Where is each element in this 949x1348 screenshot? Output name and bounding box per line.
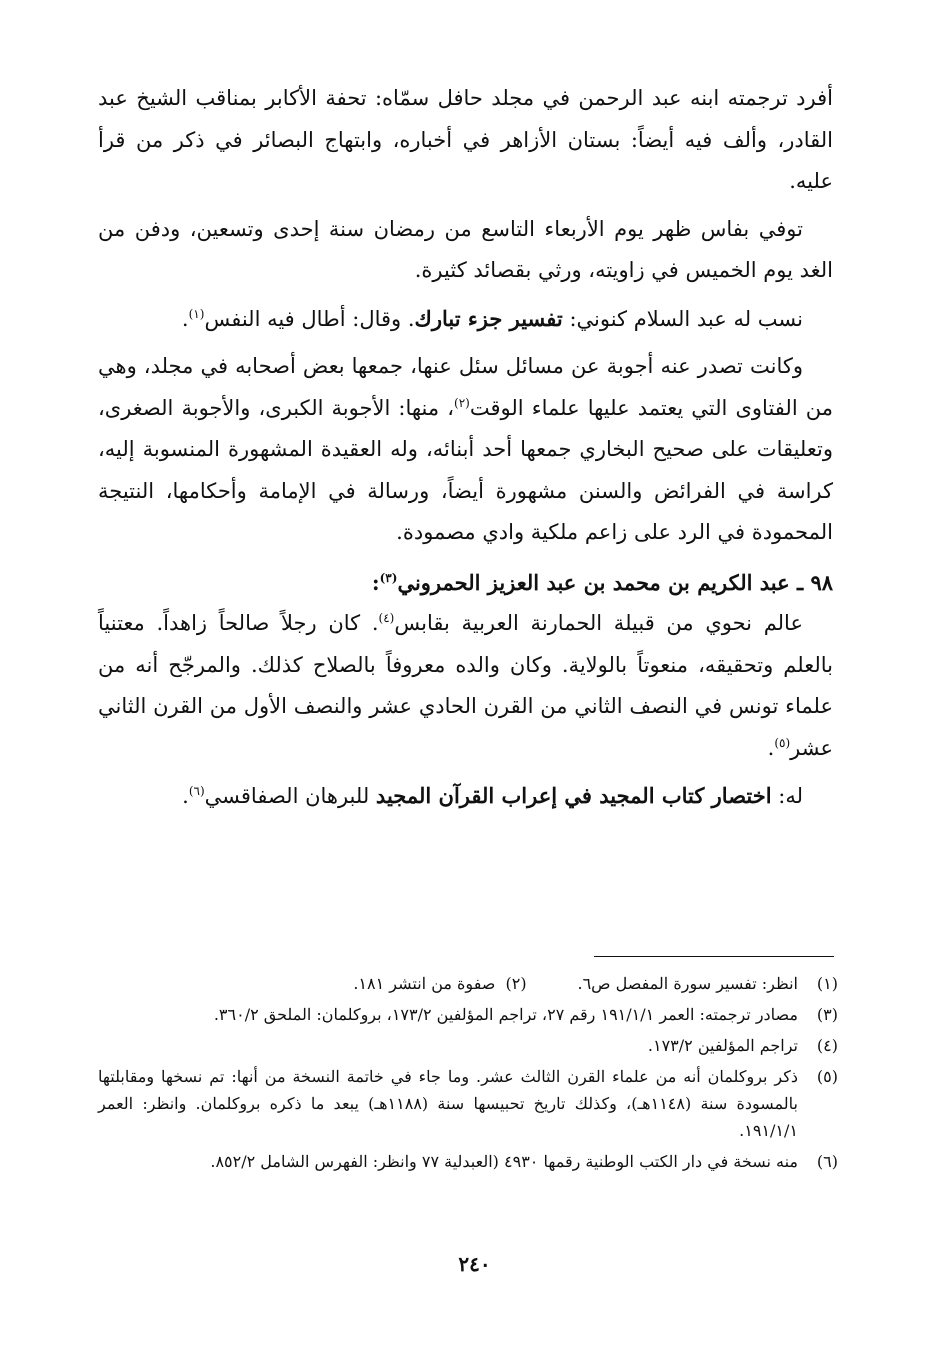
entry-heading <box>98 562 833 604</box>
footnote-ref-5[interactable]: (٥) <box>774 735 791 750</box>
paragraph-5 <box>98 603 833 769</box>
footnote-number: (٥) <box>816 1067 838 1086</box>
paragraph-2 <box>98 209 833 292</box>
entry-number: ٩٨ ـ <box>796 569 833 595</box>
paragraph-4-text-cont: ، منها: الأجوبة الكبرى، والأجوبة الصغرى، وتعليقات على صحيح البخاري جمعها أحد أبنائه، وله العقيدة المشهورة المنسوبة إليه، كراسة في الفرائض والسنن مشهورة أيضاً، ورسالة في الإمامة وأحكامها، النتيجة المحمودة في الرد على زاعم ملكية وادي مصمودة. <box>98 395 833 544</box>
paragraph-1-text: أفرد ترجمته ابنه عبد الرحمن في مجلد حافل سمّاه: تحفة الأكابر بمناقب الشيخ عبد القادر، وألف فيه أيضاً: بستان الأزاهر في أخباره، وابتهاج البصائر في ذكر من قرأ عليه. <box>98 86 833 193</box>
footnote-ref-1[interactable]: (١) <box>188 306 205 321</box>
footnotes <box>98 970 838 1175</box>
footnote-ref-6[interactable]: (٦) <box>188 784 205 798</box>
book-title: تفسير جزء تبارك <box>414 305 563 331</box>
paragraph-3-end: . <box>181 306 189 331</box>
main-text <box>98 78 833 818</box>
paragraph-6-text: له: <box>771 784 803 808</box>
footnote-separator <box>594 956 834 957</box>
footnote-text: منه نسخة في دار الكتب الوطنية رقمها ٤٩٣٠ (العبدلية ٧٧ وانظر: الفهرس الشامل ٨٥٢/٢. <box>210 1152 798 1171</box>
paragraph-6-end: . <box>182 784 189 808</box>
footnote-4 <box>98 1032 838 1059</box>
footnote-ref-4[interactable]: (٤) <box>378 611 395 625</box>
book-title-2: اختصار كتاب المجيد في إعراب القرآن المجيد <box>375 783 772 808</box>
paragraph-5-end: . <box>767 735 775 760</box>
footnote-5 <box>98 1063 838 1144</box>
footnote-text: ذكر بروكلمان أنه من علماء القرن الثالث عشر. وما جاء في خاتمة النسخة من أنها: تم نسخها ومقابلتها بالمسودة سنة (١١٤٨هـ)، وكذلك تاريخ تحبيسها سنة (١١٨٨هـ) يبعد ما ذكره بروكلمان. وانظر: العمر ١٩١/١/١. <box>98 1067 798 1140</box>
paragraph-4-text: وكانت تصدر عنه أجوبة عن مسائل سئل عنها، جمعها بعض أصحابه في مجلد، وهي من الفتاوى التي يعتمد عليها علماء الوقت <box>98 354 833 420</box>
paragraph-6-text-cont: للبرهان الصفاقسي <box>204 784 376 808</box>
footnote-number: (٤) <box>816 1036 838 1055</box>
paragraph-1 <box>98 78 833 203</box>
paragraph-3-text: نسب له عبد السلام كنوني: <box>562 306 803 331</box>
paragraph-6 <box>98 775 833 818</box>
paragraph-2-text: توفي بفاس ظهر يوم الأربعاء التاسع من رمضان سنة إحدى وتسعين، ودفن من الغد يوم الخميس في زاويته، ورثي بقصائد كثيرة. <box>98 216 833 282</box>
paragraph-3 <box>98 298 833 341</box>
footnote-number: (١) <box>816 974 838 993</box>
footnote-3 <box>98 1001 838 1028</box>
paragraph-3-text-cont: . وقال: أطال فيه النفس <box>204 306 415 331</box>
footnote-ref-2[interactable]: (٢) <box>454 395 470 410</box>
footnote-number: (٣) <box>816 1005 838 1024</box>
paragraph-5-text-cont: . كان رجلاً صالحاً زاهداً. معتنياً بالعلم وتحقيقه، منعوتاً بالولاية. وكان والده معروفاً بالصلاح كذلك. والمرجّح أنه من علماء تونس في النصف الثاني من القرن الحادي عشر والنصف الأول من القرن الثاني عشر <box>98 611 833 760</box>
paragraph-4 <box>98 346 833 554</box>
footnote-text: انظر: تفسير سورة المفصل ص٦. (٢) صفوة من انتشر ١٨١. <box>353 974 798 993</box>
page-number: ٢٤٠ <box>458 1252 491 1276</box>
footnote-1 <box>98 970 838 997</box>
entry-colon: : <box>371 569 380 595</box>
footnote-text: مصادر ترجمته: العمر ١٩١/١/١ رقم ٢٧، تراجم المؤلفين ١٧٣/٢، بروكلمان: الملحق ٣٦٠/٢. <box>213 1005 798 1024</box>
entry-name: عبد الكريم بن محمد بن عبد العزيز الحمروني <box>397 569 790 595</box>
footnote-text: تراجم المؤلفين ١٧٣/٢. <box>647 1036 798 1055</box>
footnote-6 <box>98 1148 838 1175</box>
paragraph-5-text: عالم نحوي من قبيلة الحمارنة العربية بقابس <box>394 611 803 635</box>
footnote-ref-3[interactable]: (٣) <box>379 570 398 585</box>
footnote-number: (٦) <box>816 1152 838 1171</box>
